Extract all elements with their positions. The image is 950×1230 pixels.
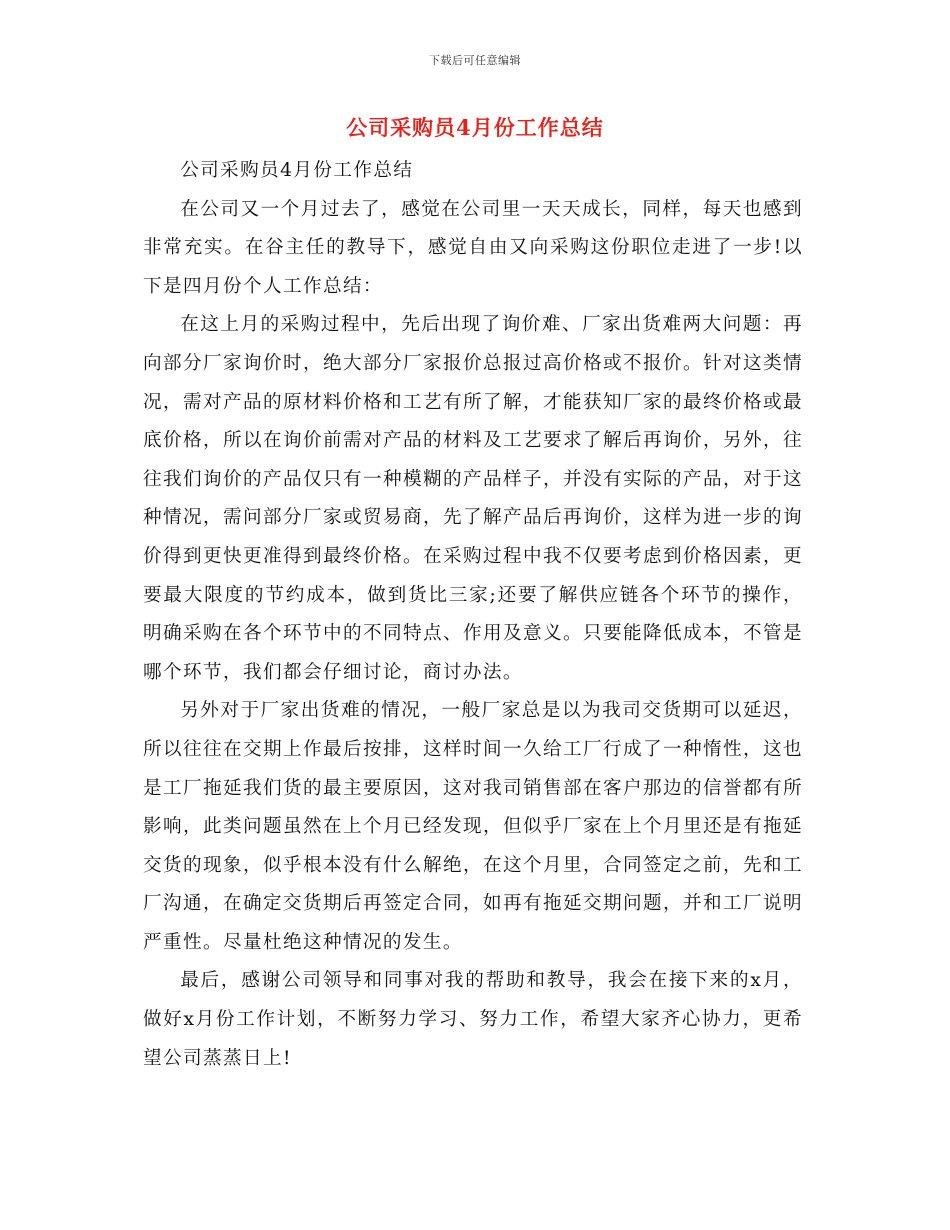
delivery-paragraph: 另外对于厂家出货难的情况，一般厂家总是以为我司交货期可以延迟，所以往往在交期上作最后按排，这样时间一久给工厂行成了一种惰性，这也是工厂拖延我们货的最主要原因，这对我司销售部在客户那边的信誉都有所影响，此类问题虽然在上个月已经发现，但似乎厂家在上个月里还是有拖延交货的现象，似乎根本没有什么解绝，在这个月里，合同签定之前，先和工厂沟通，在确定交货期后再签定合同，如再有拖延交期问题，并和工厂说明严重性。尽量杜绝这种情况的发生。 (143, 700, 803, 953)
document-title: 公司采购员4月份工作总结 (346, 115, 604, 140)
document-body (143, 152, 803, 1078)
inquiry-paragraph: 在这上月的采购过程中，先后出现了询价难、厂家出货难两大问题：再向部分厂家询价时，绝大部分厂家报价总报过高价格或不报价。针对这类情况，需对产品的原材料价格和工艺有所了解，才能获知厂家的最终价格或最底价格，所以在询价前需对产品的材料及工艺要求了解后再询价，另外，往往我们询价的产品仅只有一种模糊的产品样子，并没有实际的产品，对于这种情况，需问部分厂家或贸易商，先了解产品后再询价，这样为进一步的询价得到更快更准得到最终价格。在采购过程中我不仅要考虑到价格因素，更要最大限度的节约成本，做到货比三家;还要了解供应链各个环节的操作，明确采购在各个环节中的不同特点、作用及意义。只要能降低成本，不管是哪个环节，我们都会仔细讨论，商讨办法。 (143, 314, 803, 683)
intro-paragraph: 在公司又一个月过去了，感觉在公司里一天天成长，同样，每天也感到非常充实。在谷主任的教导下，感觉自由又向采购这份职位走进了一步!以下是四月份个人工作总结： (143, 198, 803, 297)
header-note: 下载后可任意编辑 (429, 54, 521, 67)
subtitle-paragraph: 公司采购员4月份工作总结 (180, 160, 414, 181)
closing-paragraph: 最后，感谢公司领导和同事对我的帮助和教导，我会在接下来的x月，做好x月份工作计划，不断努力学习、努力工作，希望大家齐心协力，更希望公司蒸蒸日上! (143, 970, 803, 1069)
